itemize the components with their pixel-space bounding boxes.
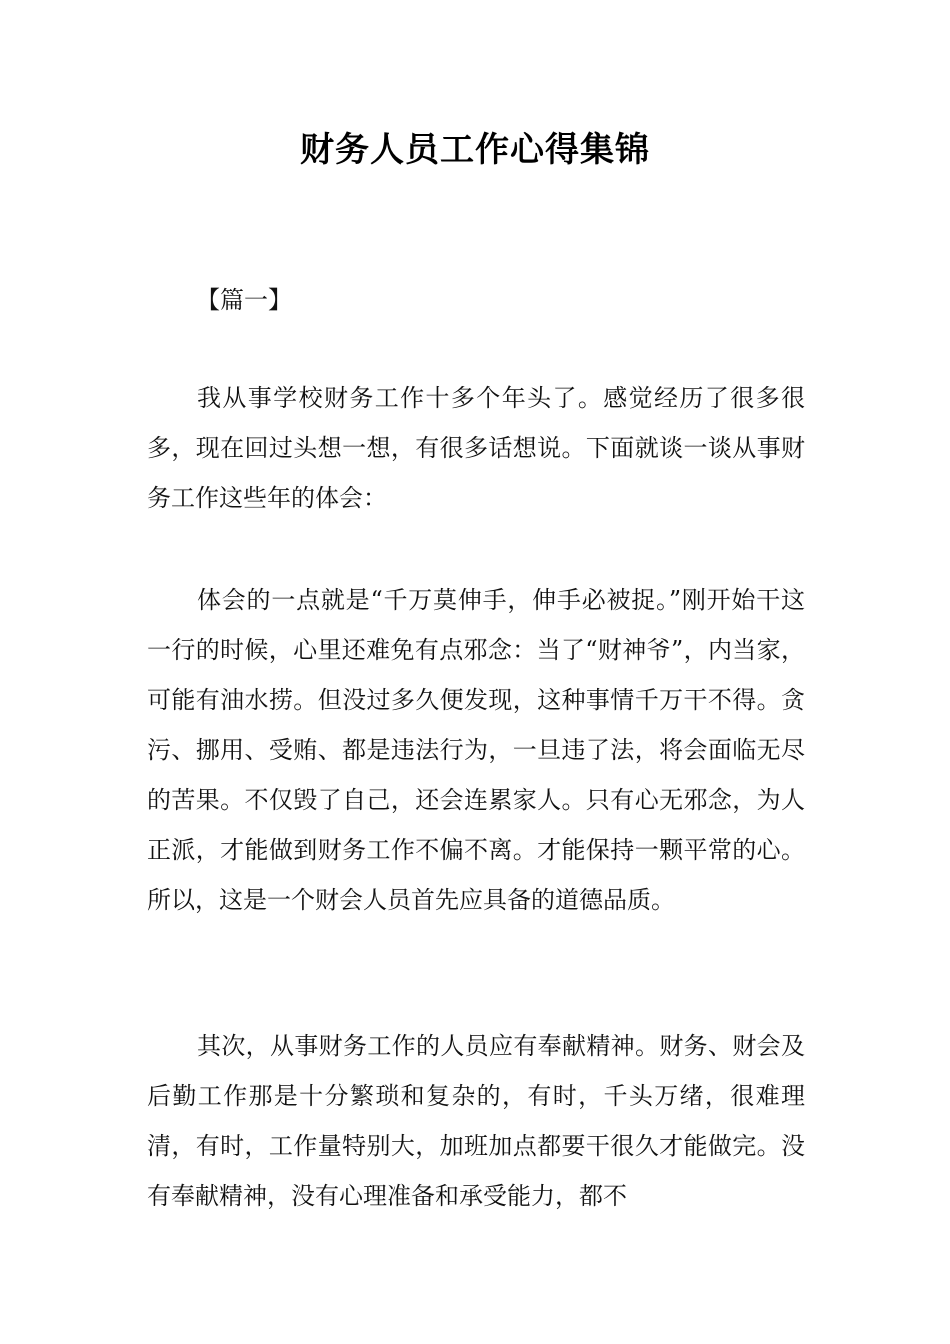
section-heading: 【篇一】 xyxy=(196,286,292,314)
paragraph-1: 我从事学校财务工作十多个年头了。感觉经历了很多很多，现在回过头想一想，有很多话想说。下面就谈一谈从事财务工作这些年的体会： xyxy=(147,384,805,512)
paragraph-2: 体会的一点就是“千万莫伸手，伸手必被捉。”刚开始干这一行的时候，心里还难免有点邪念：当了“财神爷”，内当家，可能有油水捞。但没过多久便发现，这种事情千万干不得。贪污、挪用、受贿、都是违法行为，一旦违了法，将会面临无尽的苦果。不仅毁了自己，还会连累家人。只有心无邪念，为人正派，才能做到财务工作不偏不离。才能保持一颗平常的心。所以，这是一个财会人员首先应具备的道德品质。 xyxy=(147,586,805,914)
paragraph-3: 其次，从事财务工作的人员应有奉献精神。财务、财会及后勤工作那是十分繁琐和复杂的，有时，千头万绪，很难理清，有时，工作量特别大，加班加点都要干很久才能做完。没有奉献精神，没有心理准备和承受能力，都不 xyxy=(147,1032,805,1210)
document-title: 财务人员工作心得集锦 xyxy=(300,130,650,170)
